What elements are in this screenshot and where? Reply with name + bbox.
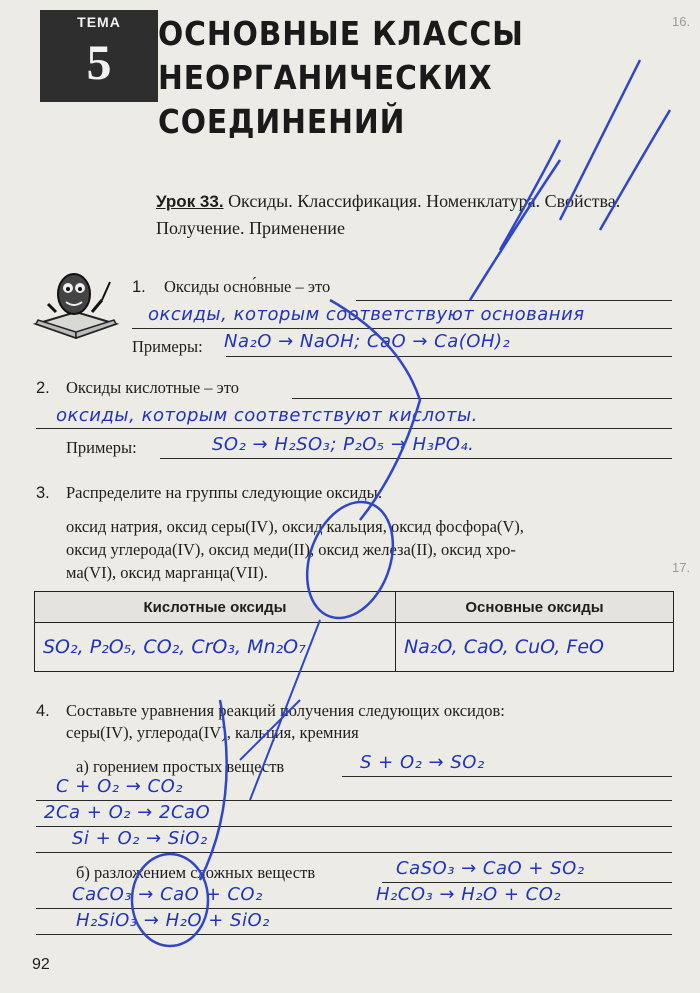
q4-a-label: а) горением простых веществ	[76, 757, 285, 776]
lesson-title: Оксиды. Классификация. Номенклатура. Свойства. Получение. Применение	[156, 191, 621, 238]
q2-examples-label: Примеры:	[66, 438, 137, 457]
q4-prompt-line-1: Составьте уравнения реакций получения следующих оксидов:	[66, 701, 505, 720]
page-number: 92	[32, 956, 50, 973]
q1-number: 1.	[132, 278, 146, 296]
q4-a-answer: C + O₂ → CO₂	[56, 776, 183, 797]
margin-number: 17.	[672, 560, 691, 575]
q4-b-answer: CaCO₃ → CaO + CO₂	[72, 884, 263, 905]
q1-examples-answer: Na₂O → NaOH; CaO → Ca(OH)₂	[224, 331, 511, 352]
margin-number: 16.	[672, 14, 691, 29]
q3-list-line-3: ма(VI), оксид марганца(VII).	[66, 563, 268, 582]
basic-oxides-cell: Na₂O, CaO, CuO, FeO	[395, 623, 673, 672]
q4-a-answer: S + O₂ → SO₂	[360, 752, 485, 773]
lesson-number: Урок 33.	[156, 192, 224, 211]
topic-label: ТЕМА	[77, 14, 121, 30]
q4-prompt-line-2: серы(IV), углерода(IV), кальция, кремния	[66, 723, 359, 742]
q3-list-line-2: оксид углерода(IV), оксид меди(II), оксид железа(II), оксид хро-	[66, 540, 516, 559]
q4-b-answer: H₂CO₃ → H₂O + CO₂	[376, 884, 562, 905]
q4-b-label: б) разложением сложных веществ	[76, 863, 316, 882]
q2-answer: оксиды, которым соответствуют кислоты.	[56, 405, 478, 426]
q2-prompt: Оксиды кислотные – это	[66, 378, 239, 397]
q2-examples-answer: SO₂ → H₂SO₃; P₂O₅ → H₃PO₄.	[212, 434, 475, 455]
q4-b-answer: CaSO₃ → CaO + SO₂	[396, 858, 585, 879]
topic-number: 5	[86, 34, 112, 90]
header-acidic: Кислотные оксиды	[35, 592, 396, 623]
q4-number: 4.	[36, 702, 50, 720]
q1-examples-label: Примеры:	[132, 337, 203, 356]
q1-answer: оксиды, которым соответствуют основания	[148, 304, 585, 325]
acidic-oxides-cell: SO₂, P₂O₅, CO₂, CrO₃, Mn₂O₇	[35, 623, 396, 672]
page-title-line-3: СОЕДИНЕНИЙ	[158, 102, 406, 141]
q4-a-answer: 2Ca + O₂ → 2CaO	[44, 802, 211, 823]
q3-number: 3.	[36, 484, 50, 502]
q1-prompt: Оксиды осно́вные – это	[164, 277, 331, 296]
q4-a-answer: Si + O₂ → SiO₂	[72, 828, 208, 849]
q4-b-answer: H₂SiO₃ → H₂O + SiO₂	[76, 910, 270, 931]
page-title-line-2: НЕОРГАНИЧЕСКИХ	[158, 58, 493, 97]
page-title-line-1: ОСНОВНЫЕ КЛАССЫ	[158, 14, 524, 53]
q3-list-line-1: оксид натрия, оксид серы(IV), оксид кальция, оксид фосфора(V),	[66, 517, 524, 536]
q3-prompt: Распределите на группы следующие оксиды:	[66, 483, 383, 502]
q2-number: 2.	[36, 379, 50, 397]
header-basic: Основные оксиды	[395, 592, 673, 623]
